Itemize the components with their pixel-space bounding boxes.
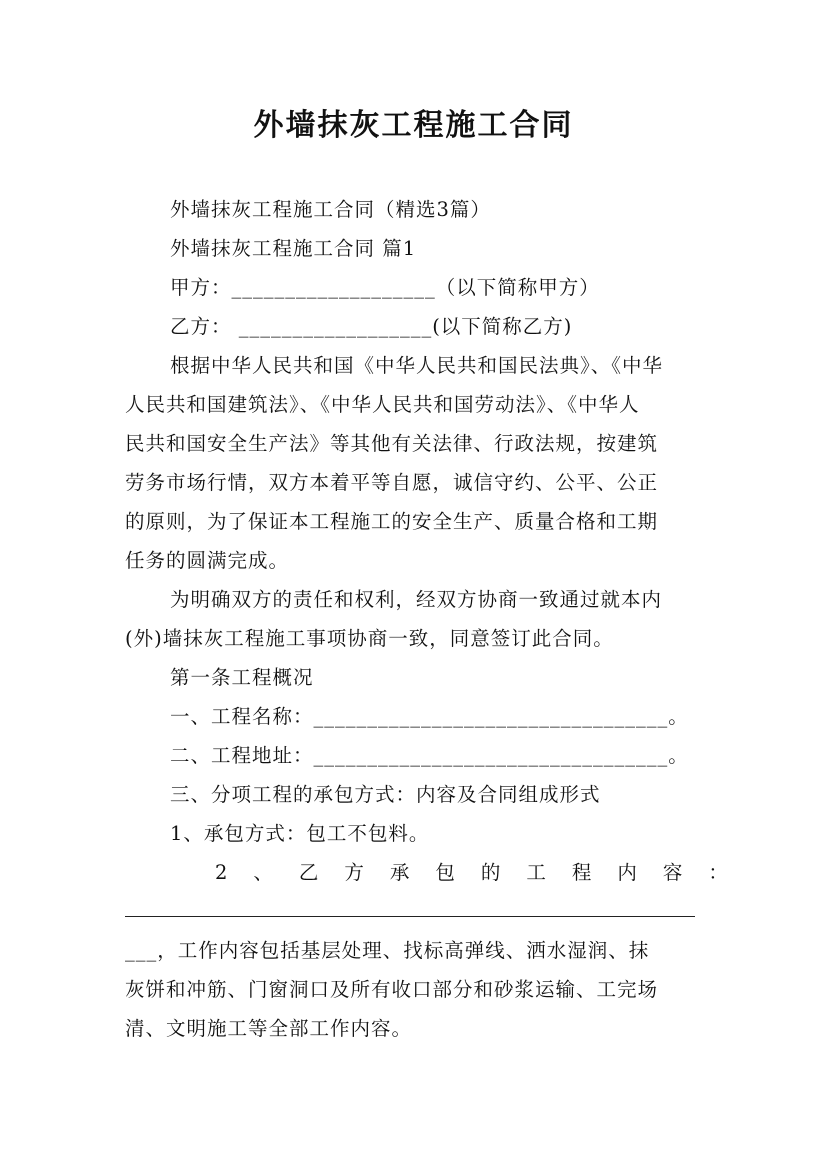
project-name-line: 一、工程名称：_________________________________。 (170, 705, 689, 728)
section-heading-1: 外墙抹灰工程施工合同 篇1 (170, 237, 417, 260)
work-scope-line-1: ___，工作内容包括基层处理、找标高弹线、洒水湿润、抹 (125, 939, 650, 962)
work-scope-heading-text: 2、乙方承包的工程内容： (215, 861, 754, 884)
preamble-line-2: 人民共和国建筑法》、《中华人民共和国劳动法》、《中华人 (125, 393, 640, 416)
preamble-line-1: 根据中华人民共和国《中华人民共和国民法典》、《中华 (170, 354, 664, 377)
party-a-line: 甲方：___________________（以下简称甲方） (170, 276, 600, 299)
subtitle-selected: 外墙抹灰工程施工合同（精选3篇） (170, 198, 491, 221)
document-title: 外墙抹灰工程施工合同 (253, 108, 574, 143)
work-scope-heading (215, 861, 754, 885)
preamble-line-4: 劳务市场行情，双方本着平等自愿，诚信守约、公平、公正 (125, 471, 659, 494)
work-scope-line-2: 灰饼和冲筋、门窗洞口及所有收口部分和砂浆运输、工完场 (125, 978, 659, 1001)
party-b-line: 乙方： __________________(以下简称乙方) (170, 315, 573, 338)
contract-method-line: 1、承包方式：包工不包料。 (170, 822, 430, 845)
preamble-line-6: 任务的圆满完成。 (125, 549, 290, 572)
fill-in-blank-rule (125, 916, 695, 917)
project-address-line: 二、工程地址：_________________________________。 (170, 744, 689, 767)
purpose-line-2: (外)墙抹灰工程施工事项协商一致，同意签订此合同。 (125, 627, 614, 650)
purpose-line-1: 为明确双方的责任和权利，经双方协商一致通过就本内 (170, 588, 663, 611)
contract-method-heading: 三、分项工程的承包方式：内容及合同组成形式 (170, 783, 601, 806)
preamble-line-5: 的原则，为了保证本工程施工的安全生产、质量合格和工期 (125, 510, 659, 533)
article-1-heading: 第一条工程概况 (170, 666, 314, 689)
work-scope-line-3: 清、文明施工等全部工作内容。 (125, 1017, 413, 1040)
preamble-line-3: 民共和国安全生产法》等其他有关法律、行政法规，按建筑 (125, 432, 659, 455)
